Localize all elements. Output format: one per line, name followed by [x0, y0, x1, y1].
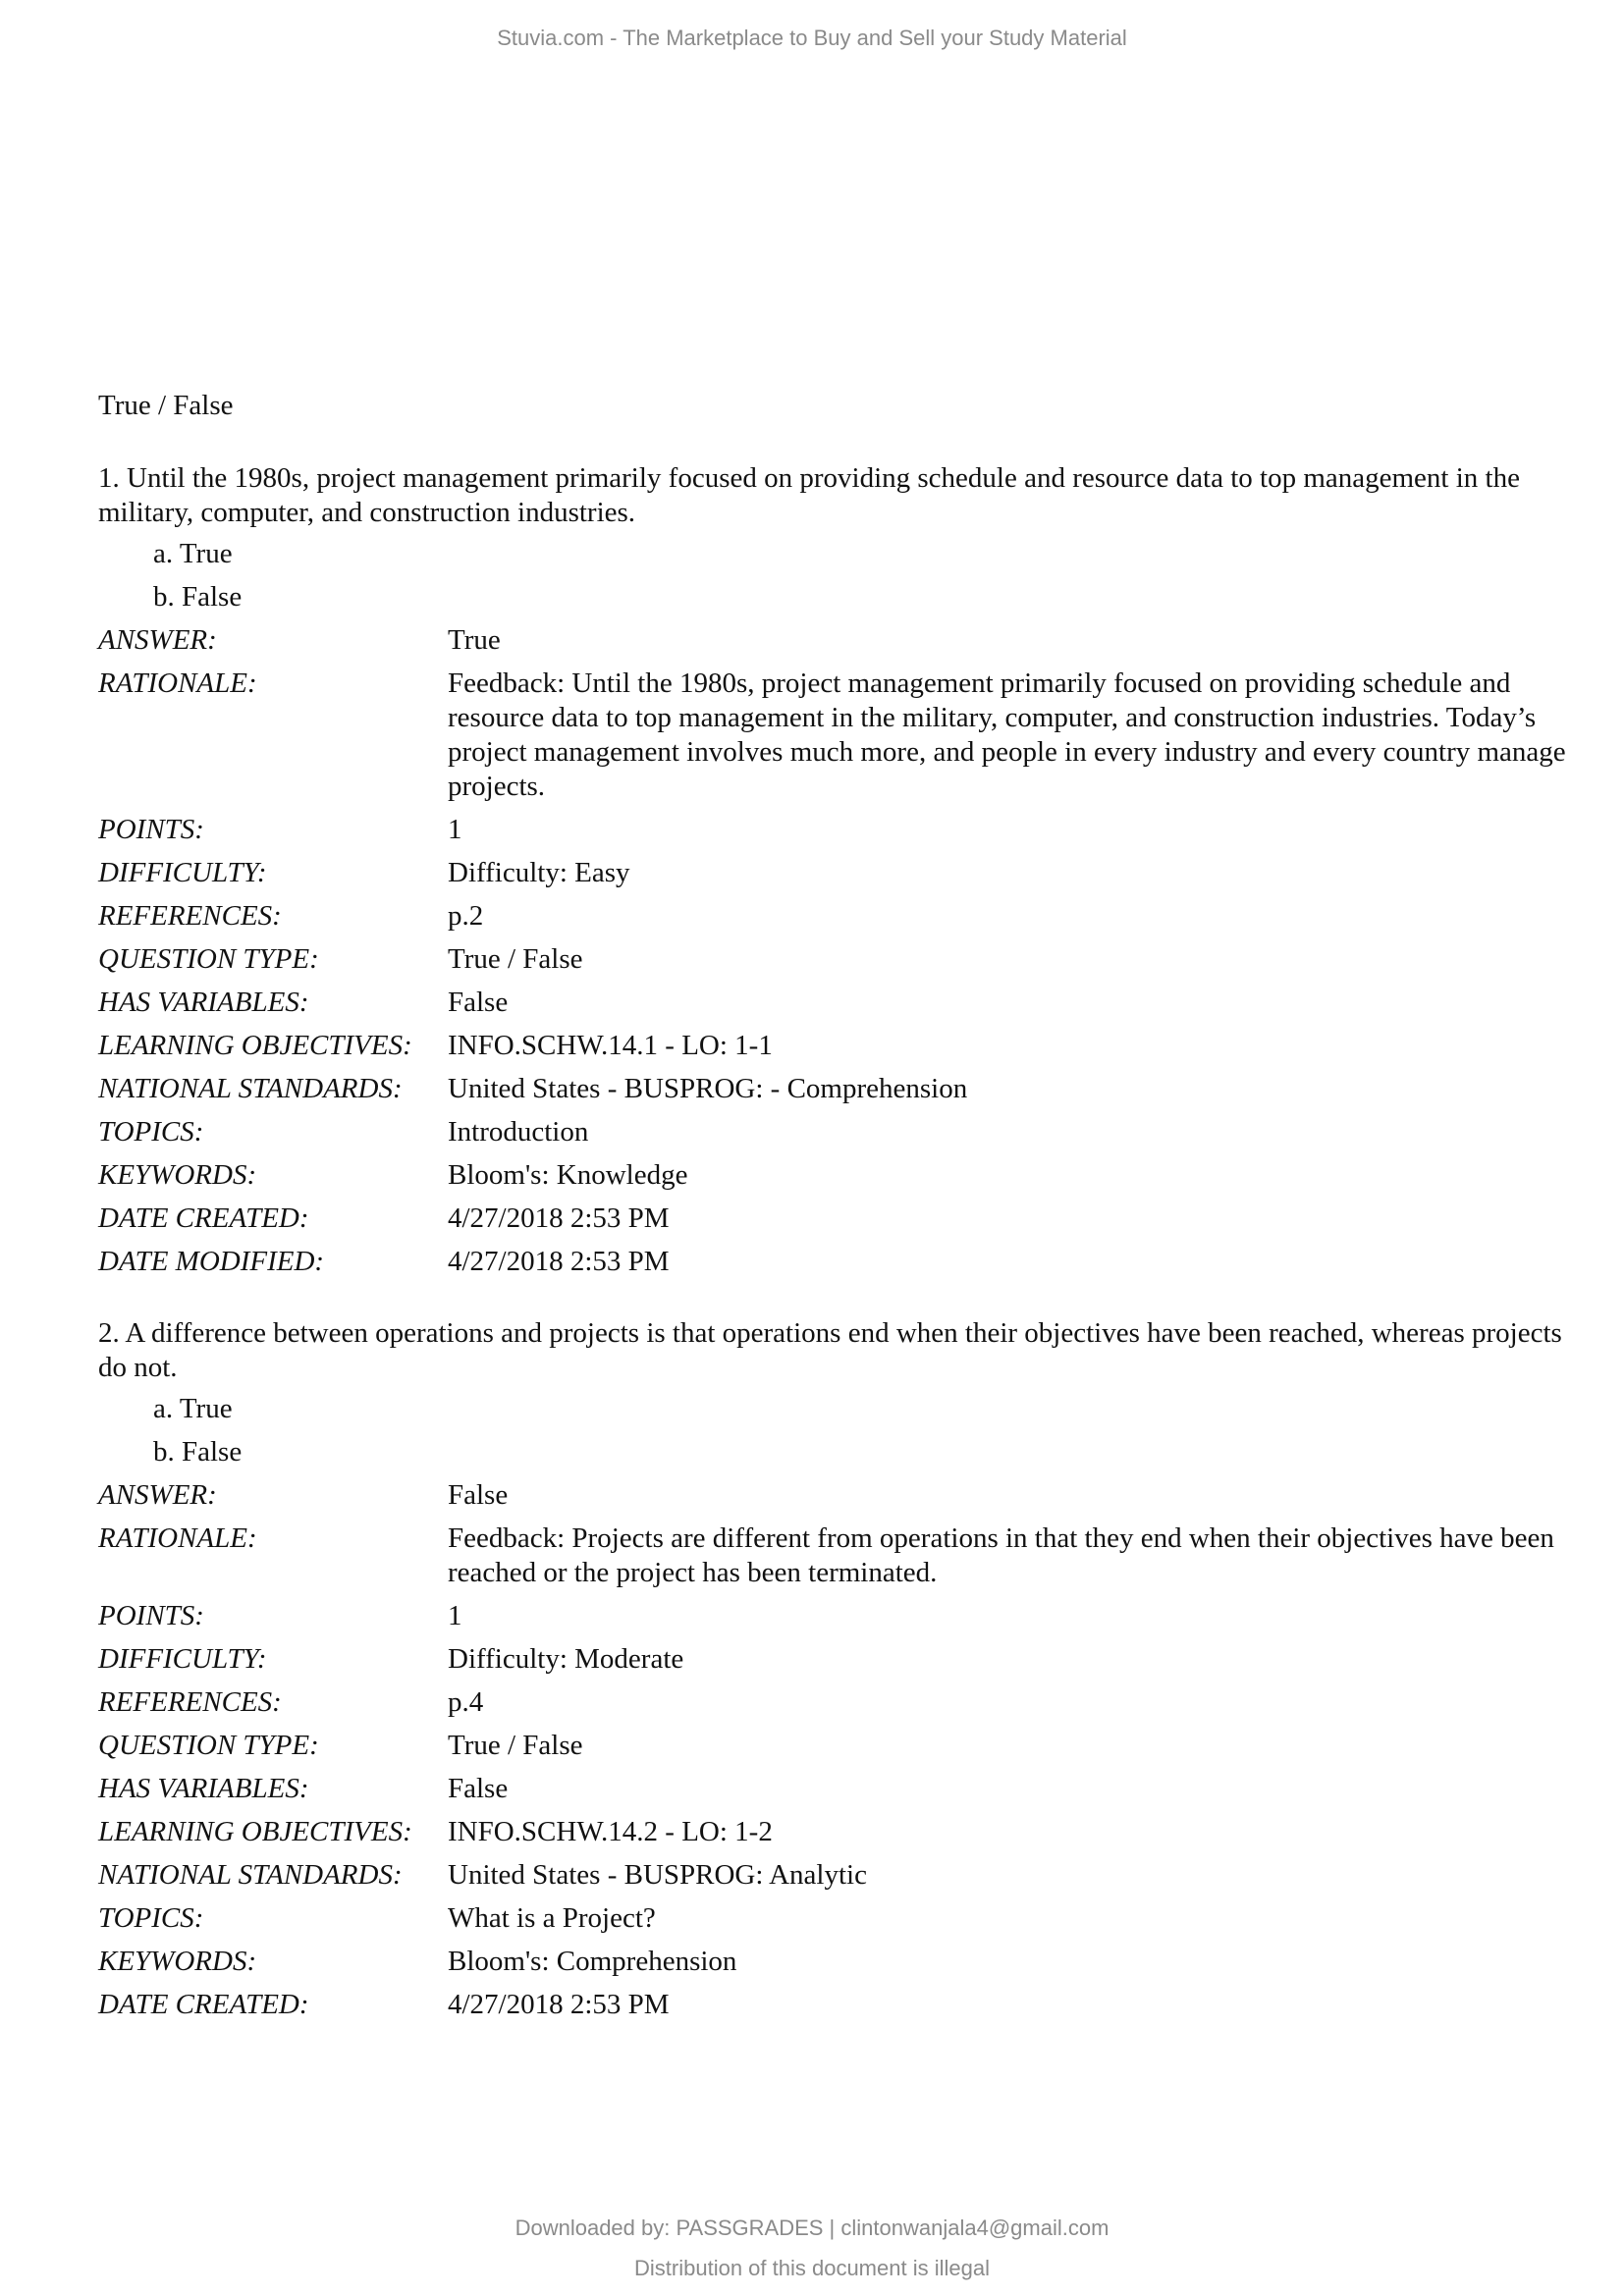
meta-value: Feedback: Until the 1980s, project management primarily focused on providing schedule and resource data to top management in the military, computer, and construction industries. Today’s project management involves much more, and people in every industry and every country manage projects.: [448, 667, 1566, 802]
question-2: [98, 1316, 1579, 2022]
meta-value: Introduction: [448, 1116, 589, 1148]
meta-value: False: [448, 987, 509, 1018]
meta-row-learning-objectives: [98, 1815, 1579, 1849]
meta-value: Bloom's: Knowledge: [448, 1159, 688, 1191]
meta-value: INFO.SCHW.14.2 - LO: 1-2: [448, 1816, 773, 1847]
meta-label: ANSWER:: [98, 624, 217, 656]
meta-value: p.4: [448, 1686, 484, 1718]
section-title: True / False: [98, 390, 234, 421]
meta-label: LEARNING OBJECTIVES:: [98, 1816, 412, 1847]
meta-row-national-standards: [98, 1858, 1579, 1893]
meta-value: 4/27/2018 2:53 PM: [448, 1202, 670, 1234]
footer-downloaded-by: Downloaded by: PASSGRADES | clintonwanjala4@gmail.com: [514, 2216, 1110, 2240]
meta-value: False: [448, 1479, 509, 1511]
meta-row-date-modified: [98, 1245, 1579, 1279]
meta-row-rationale: [98, 667, 1579, 804]
meta-value: Difficulty: Easy: [448, 857, 630, 888]
meta-row-learning-objectives: [98, 1029, 1579, 1063]
meta-label: DIFFICULTY:: [98, 1643, 267, 1675]
meta-row-question-type: [98, 1729, 1579, 1763]
meta-value: Bloom's: Comprehension: [448, 1946, 737, 1977]
meta-label: RATIONALE:: [98, 1522, 257, 1554]
meta-label: KEYWORDS:: [98, 1946, 257, 1977]
meta-value: True: [448, 624, 501, 656]
meta-label: POINTS:: [98, 814, 204, 845]
meta-row-has-variables: [98, 986, 1579, 1020]
meta-label: RATIONALE:: [98, 667, 257, 699]
meta-row-rationale: [98, 1522, 1579, 1590]
choice-true: a. True: [153, 1393, 233, 1424]
meta-value: False: [448, 1773, 509, 1804]
meta-value: United States - BUSPROG: Analytic: [448, 1859, 867, 1891]
page-header: Stuvia.com - The Marketplace to Buy and Sell your Study Material: [497, 26, 1127, 50]
meta-value: True / False: [448, 943, 583, 975]
meta-label: DATE CREATED:: [98, 1202, 309, 1234]
meta-row-keywords: [98, 1158, 1579, 1193]
meta-row-keywords: [98, 1945, 1579, 1979]
meta-value: United States - BUSPROG: - Comprehension: [448, 1073, 968, 1104]
meta-value: True / False: [448, 1730, 583, 1761]
footer-distribution-notice: Distribution of this document is illegal: [634, 2256, 990, 2280]
question-1: [98, 461, 1579, 1279]
meta-label: TOPICS:: [98, 1116, 204, 1148]
document-content: [98, 389, 1579, 2059]
choice-true: a. True: [153, 538, 233, 569]
meta-row-date-created: [98, 1201, 1579, 1236]
meta-row-answer: [98, 1478, 1579, 1513]
meta-row-has-variables: [98, 1772, 1579, 1806]
meta-label: KEYWORDS:: [98, 1159, 257, 1191]
meta-value: Difficulty: Moderate: [448, 1643, 684, 1675]
meta-row-references: [98, 1685, 1579, 1720]
meta-label: DATE CREATED:: [98, 1989, 309, 2020]
meta-label: DATE MODIFIED:: [98, 1246, 325, 1277]
meta-row-points: [98, 1599, 1579, 1633]
meta-value: Feedback: Projects are different from operations in that they end when their objectives have been reached or the project has been terminated.: [448, 1522, 1554, 1588]
meta-row-references: [98, 899, 1579, 934]
meta-value: What is a Project?: [448, 1902, 656, 1934]
question-text: 2. A difference between operations and projects is that operations end when their objectives have been reached, whereas projects do not.: [98, 1317, 1562, 1383]
meta-label: TOPICS:: [98, 1902, 204, 1934]
choice-false: b. False: [153, 1436, 243, 1468]
meta-row-question-type: [98, 942, 1579, 977]
meta-label: NATIONAL STANDARDS:: [98, 1859, 403, 1891]
meta-label: HAS VARIABLES:: [98, 1773, 309, 1804]
meta-label: QUESTION TYPE:: [98, 1730, 319, 1761]
meta-label: LEARNING OBJECTIVES:: [98, 1030, 412, 1061]
meta-row-difficulty: [98, 1642, 1579, 1677]
meta-label: DIFFICULTY:: [98, 857, 267, 888]
choice-false: b. False: [153, 581, 243, 613]
question-text: 1. Until the 1980s, project management primarily focused on providing schedule and resource data to top management in the military, computer, and construction industries.: [98, 462, 1520, 528]
meta-value: 4/27/2018 2:53 PM: [448, 1246, 670, 1277]
meta-label: POINTS:: [98, 1600, 204, 1631]
meta-label: REFERENCES:: [98, 900, 282, 932]
meta-value: 4/27/2018 2:53 PM: [448, 1989, 670, 2020]
meta-label: REFERENCES:: [98, 1686, 282, 1718]
meta-row-national-standards: [98, 1072, 1579, 1106]
meta-row-topics: [98, 1901, 1579, 1936]
meta-label: ANSWER:: [98, 1479, 217, 1511]
meta-value: p.2: [448, 900, 484, 932]
meta-row-date-created: [98, 1988, 1579, 2022]
meta-label: QUESTION TYPE:: [98, 943, 319, 975]
meta-row-answer: [98, 623, 1579, 658]
meta-label: HAS VARIABLES:: [98, 987, 309, 1018]
meta-value: 1: [448, 1600, 462, 1631]
meta-row-points: [98, 813, 1579, 847]
meta-row-difficulty: [98, 856, 1579, 890]
meta-value: 1: [448, 814, 462, 845]
meta-row-topics: [98, 1115, 1579, 1149]
meta-label: NATIONAL STANDARDS:: [98, 1073, 403, 1104]
meta-value: INFO.SCHW.14.1 - LO: 1-1: [448, 1030, 773, 1061]
